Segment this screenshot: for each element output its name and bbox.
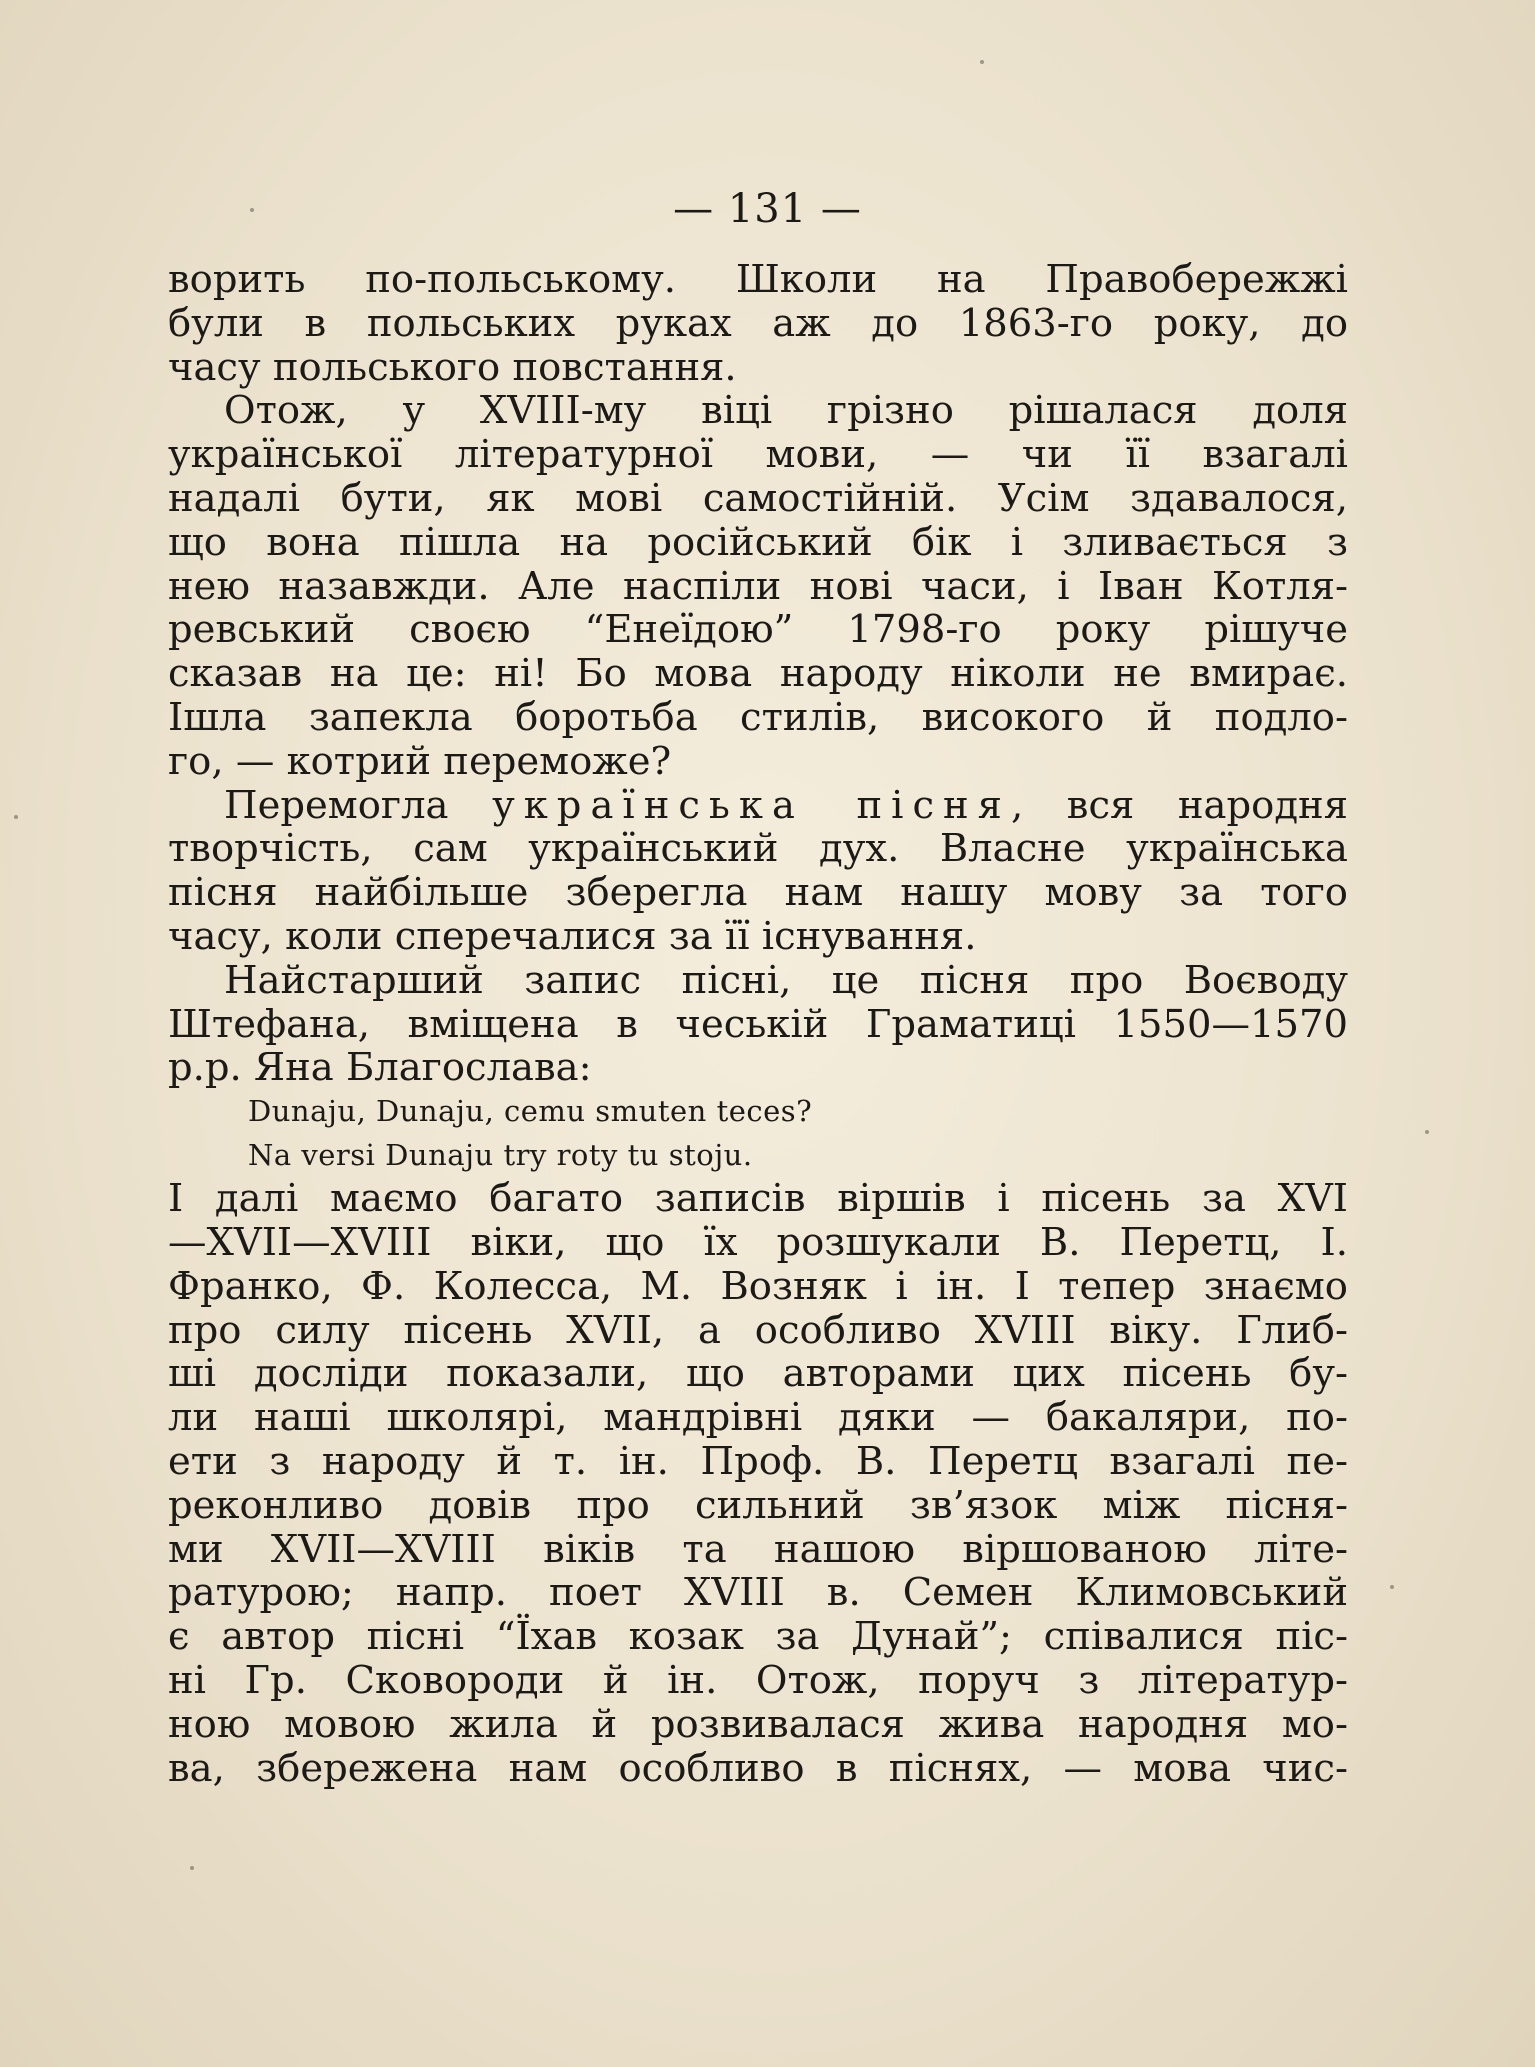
text-line: були в польських руках аж до 1863-го року, до	[168, 300, 1348, 346]
text-line: Франко, Ф. Колесса, М. Возняк і ін. І тепер знаємо	[168, 1263, 1348, 1309]
paper-speck	[980, 60, 984, 64]
text-line: ною мовою жила й розвивалася жива народня мо-	[168, 1701, 1348, 1747]
text-line: ші досліди показали, що авторами цих пісень бу-	[168, 1351, 1348, 1397]
text-line: го, — котрий переможе?	[168, 738, 672, 784]
text-line: є автор пісні “Їхав козак за Дунай”; співалися піс-	[168, 1614, 1348, 1660]
text-line: Найстарший запис пісні, це пісня про Воєводу	[224, 957, 1348, 1003]
text-line: Штефана, вміщена в чеській Граматиці 1550—1570	[168, 1001, 1348, 1047]
text-line	[168, 784, 1348, 828]
paper-speck	[1390, 1585, 1394, 1589]
text-line: реконливо довів про сильний зв’язок між пісня-	[168, 1482, 1348, 1528]
text-line: р.р. Яна Благослава:	[168, 1045, 592, 1091]
text-line: ва, збережена нам особливо в піснях, — мова чис-	[168, 1745, 1348, 1791]
text-line: творчість, сам український дух. Власне українська	[168, 826, 1348, 872]
text-line: надалі бути, як мові самостійній. Усім здавалося,	[168, 475, 1348, 521]
body-text	[168, 258, 1348, 1790]
verse-line: Na versi Dunaju try roty tu stoju.	[248, 1137, 753, 1172]
text-line: ворить по-польському. Школи на Правобережжі	[168, 257, 1348, 302]
paper-speck	[250, 208, 254, 212]
text-line: ети з народу й т. ін. Проф. В. Перетц взагалі пе-	[168, 1438, 1348, 1484]
text-line: Ішла запекла боротьба стилів, високого й подло-	[168, 694, 1348, 740]
paper-speck	[1425, 1130, 1429, 1134]
text-line: —XVII—XVIII віки, що їх розшукали В. Перетц, І.	[168, 1219, 1348, 1265]
text-line: про силу пісень XVII, а особливо XVIII віку. Глиб-	[168, 1307, 1348, 1353]
text-line: часу польського повстання.	[168, 344, 737, 390]
paper-speck	[14, 815, 18, 819]
text-line: української літературної мови, — чи її взагалі	[168, 432, 1348, 478]
verse-line: Dunaju, Dunaju, cemu smuten teces?	[248, 1094, 813, 1129]
text-line: ми XVII—XVIII віків та нашою віршованою літе-	[168, 1526, 1348, 1572]
text-line: ревський своєю “Енеїдою” 1798-го року рішуче	[168, 607, 1348, 653]
text-line: Отож, у XVIII-му віці грізно рішалася доля	[224, 388, 1348, 434]
text-line: ні Гр. Сковороди й ін. Отож, поруч з літератур-	[168, 1657, 1348, 1703]
text-run: Перемогла	[224, 782, 493, 828]
text-line: ли наші школярі, мандрівні дяки — бакаляри, по-	[168, 1395, 1348, 1441]
text-line: часу, коли сперечалися за її існування.	[168, 913, 977, 959]
text-line: І далі маємо багато записів віршів і пісень за XVI	[168, 1176, 1348, 1222]
text-line: сказав на це: ні! Бо мова народу ніколи не вмирає.	[168, 651, 1348, 697]
text-line: ратурою; напр. поет XVIII в. Семен Климовський	[168, 1570, 1348, 1616]
text-line: пісня найбільше зберегла нам нашу мову за того	[168, 870, 1348, 916]
text-run: , вся народня	[1010, 782, 1348, 828]
paper-speck	[190, 1866, 194, 1870]
emphasized-phrase: українська пісня	[492, 782, 1011, 828]
text-line: нею назавжди. Але наспіли нові часи, і Іван Котля-	[168, 563, 1348, 609]
text-line: що вона пішла на російський бік і зливається з	[168, 519, 1348, 565]
page-number: — 131 —	[673, 186, 862, 232]
